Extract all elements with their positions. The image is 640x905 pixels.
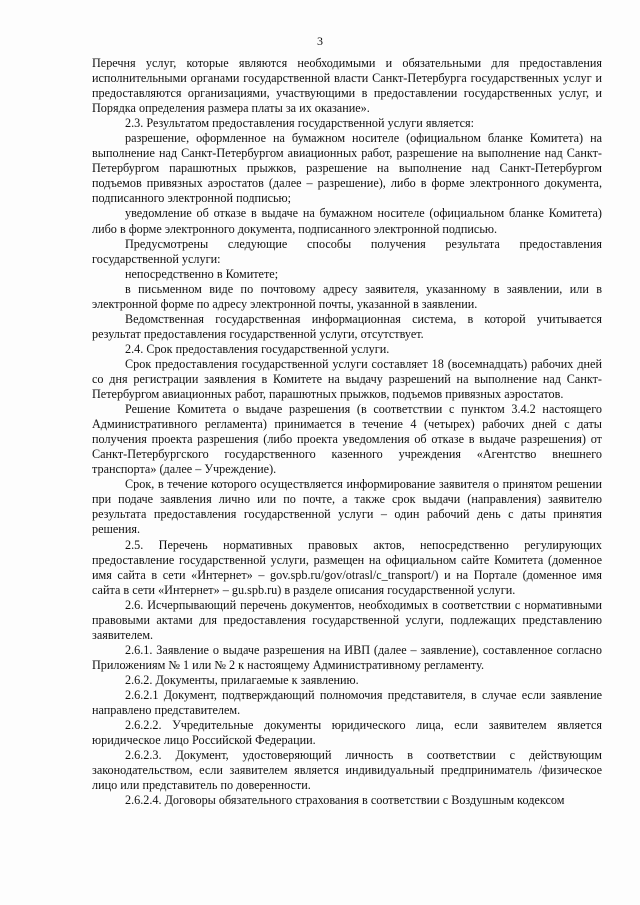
- paragraph-2-6-2-1-authority: 2.6.2.1 Документ, подтверждающий полномочия представителя, в случае если заявление направлено представителем.: [92, 687, 602, 718]
- paragraph-receipt-in-committee: непосредственно в Комитете;: [125, 266, 279, 281]
- paragraph-services-list-continuation: Перечня услуг, которые являются необходимыми и обязательными для предоставления исполнительными органами государственной власти Санкт-Петербурга государственных услуг и предоставляются организациями, участвующими в предоставлении государственных услуг, и Порядка определения размера платы за их оказание».: [92, 56, 602, 116]
- paragraph-2-5-legal-acts: 2.5. Перечень нормативных правовых актов, непосредственно регулирующих предоставление государственной услуги, размещен на официальном сайте Комитета (доменное имя сайта в сети «Интернет» – gov.spb.ru/gov/otrasl/c_transport/) и на Портале (доменное имя сайта в сети «Интернет» – gu.spb.ru) в разделе описания государственной услуги.: [92, 537, 602, 597]
- paragraph-notification-term: Срок, в течение которого осуществляется информирование заявителя о принятом решении при подаче заявления лично или по почте, а также срок выдачи (направления) заявителю результата предоставления государственной услуги – один рабочий день с даты принятия решения.: [92, 477, 602, 537]
- paragraph-refusal-notice: уведомление об отказе в выдаче на бумажном носителе (официальном бланке Комитета) либо в форме электронного документа, подписанного электронной подписью.: [92, 206, 602, 236]
- document-body: [92, 56, 602, 808]
- paragraph-committee-decision: Решение Комитета о выдаче разрешения (в соответствии с пунктом 3.4.2 настоящего Административного регламента) принимается в течение 4 (четырех) рабочих дней с даты получения проекта разрешения (либо проекта уведомления об отказе в выдаче разрешения) от Санкт-Петербургского государственного казенного учреждения «Агентство внешнего транспорта» (далее – Учреждение).: [92, 402, 602, 477]
- page-number: 3: [317, 34, 323, 48]
- paragraph-2-6-2-2-founding-docs: 2.6.2.2. Учредительные документы юридического лица, если заявителем является юридическое лицо Российской Федерации.: [92, 718, 602, 748]
- paragraph-2-6-2-4-insurance: 2.6.2.4. Договоры обязательного страхования в соответствии с Воздушным кодексом: [125, 793, 565, 808]
- paragraph-2-6-2-attachments: 2.6.2. Документы, прилагаемые к заявлению.: [125, 672, 359, 687]
- paragraph-receipt-by-mail: в письменном виде по почтовому адресу заявителя, указанному в заявлении, или в электронной форме по адресу электронной почты, указанной в заявлении.: [92, 281, 602, 311]
- paragraph-permit-result: разрешение, оформленное на бумажном носителе (официальном бланке Комитета) на выполнение над Санкт-Петербургом авиационных работ, разрешение на выполнение над Санкт-Петербургом парашютных прыжков, разрешение на выполнение над Санкт-Петербургом подъемов привязных аэростатов (далее – разрешение), либо в форме электронного документа, подписанного электронной подписью;: [92, 131, 602, 206]
- paragraph-receipt-methods: Предусмотрены следующие способы получения результата предоставления государственной услуги:: [92, 236, 602, 266]
- paragraph-2-6-1-application: 2.6.1. Заявление о выдаче разрешения на ИВП (далее – заявление), составленное согласно Приложениям № 1 или № 2 к настоящему Административному регламенту.: [92, 642, 602, 672]
- paragraph-2-6-documents: 2.6. Исчерпывающий перечень документов, необходимых в соответствии с нормативными правовыми актами для предоставления государственной услуги, подлежащих представлению заявителем.: [92, 597, 602, 642]
- paragraph-service-term: Срок предоставления государственной услуги составляет 18 (восемнадцать) рабочих дней со дня регистрации заявления в Комитете на выдачу разрешений на выполнение над Санкт-Петербургом авиационных работ, парашютных прыжков, подъемов привязных аэростатов.: [92, 356, 602, 402]
- paragraph-2-4-heading: 2.4. Срок предоставления государственной услуги.: [125, 341, 390, 356]
- paragraph-information-system: Ведомственная государственная информационная система, в которой учитывается результат предоставления государственной услуги, отсутствует.: [92, 311, 602, 341]
- paragraph-2-6-2-3-identity: 2.6.2.3. Документ, удостоверяющий личность в соответствии с действующим законодательством, если заявителем является индивидуальный предприниматель /физическое лицо или представитель по доверенности.: [92, 748, 602, 793]
- paragraph-2-3-heading: 2.3. Результатом предоставления государственной услуги является:: [125, 116, 475, 131]
